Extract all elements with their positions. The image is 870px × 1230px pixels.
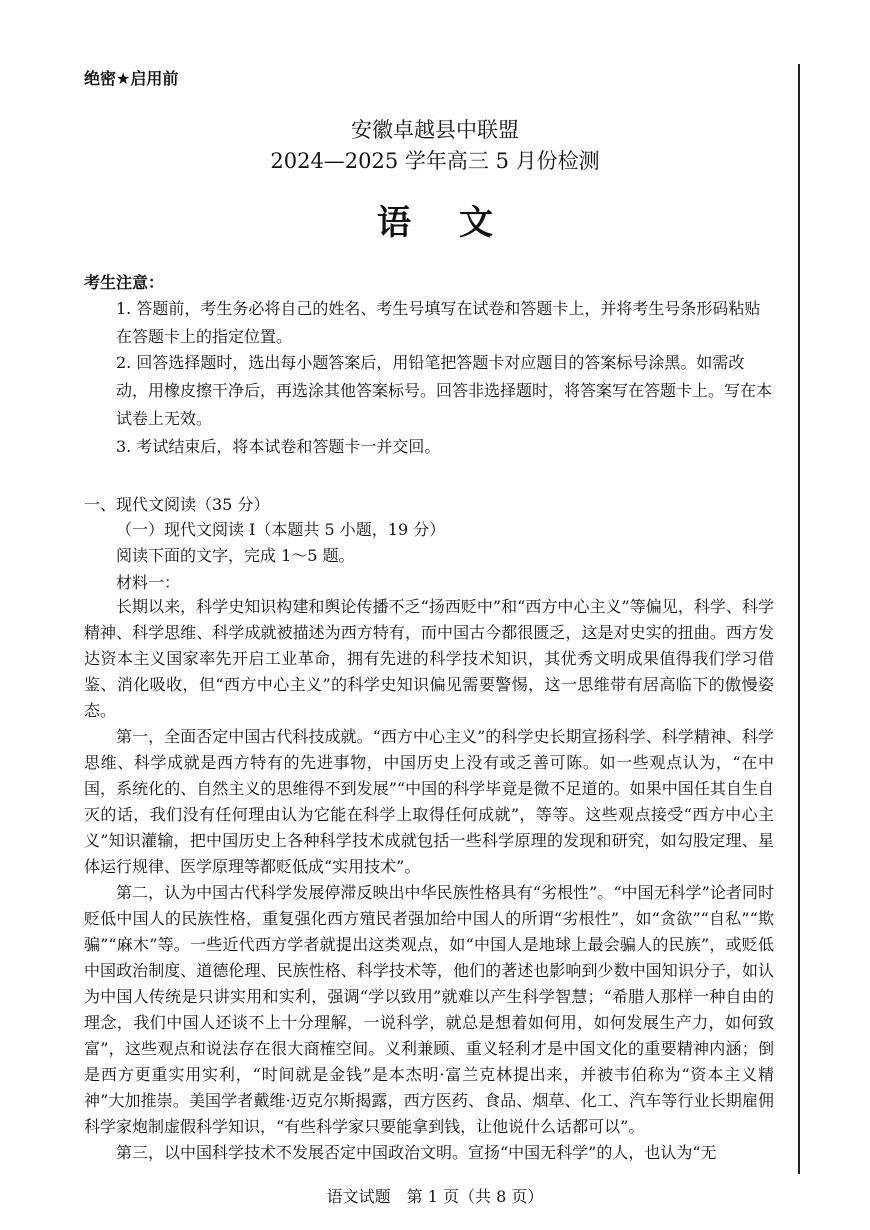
- page-footer: 语文试题 第 1 页（共 8 页）: [326, 1187, 544, 1206]
- notice-title: 考生注意：: [84, 273, 165, 292]
- subject-title: 语文: [377, 203, 541, 243]
- notice-item-1: 1. 答题前，考生务必将自己的姓名、考生号填写在试卷和答题卡上，并将考生号条形码粘贴在答题卡上的指定位置。: [116, 299, 761, 346]
- paragraph: 第一，全面否定中国古代科技成就。“西方中心主义”的科学史长期宣扬科学、科学精神、科学思维、科学成就是西方特有的先进事物，中国历史上没有或乏善可陈。如一些观点认为，“在中国，系统化的、自然主义的思维得不到发展”“中国的科学毕竟是微不足道的。如果中国任其自生自灭的话，我们没有任何理由认为它能在科学上取得任何成就”，等等。这些观点接受“西方中心主义”知识灌输，把中国历史上各种科学技术成就包括一些科学原理的发现和研究，如勾股定理、星体运行规律、医学原理等都贬低成“实用技术”。: [84, 727, 774, 876]
- reading-instruction: 阅读下面的文字，完成 1～5 题。: [116, 546, 355, 565]
- material-label: 材料一：: [116, 573, 181, 592]
- sub-section-heading: （一）现代文阅读 I（本题共 5 小题，19 分）: [116, 520, 446, 539]
- secret-label: 绝密★启用前: [84, 69, 179, 88]
- notice-item-2: 2. 回答选择题时，选出每小题答案后，用铅笔把答题卡对应题目的答案标号涂黑。如需改动，用橡皮擦干净后，再选涂其他答案标号。回答非选择题时，将答案写在答题卡上。写在本试卷上无效。: [116, 353, 773, 428]
- paragraph: 第二，认为中国古代科学发展停滞反映出中华民族性格具有“劣根性”。“中国无科学”论者同时贬低中国人的民族性格，重复强化西方殖民者强加给中国人的所谓“劣根性”，如“贪欲”“自私”“欺骗”“麻木”等。一些近代西方学者就提出这类观点，如“中国人是地球上最会骗人的民族”，或贬低中国政治制度、道德伦理、民族性格、科学技术等，他们的著述也影响到少数中国知识分子，如认为中国人传统是只讲实用和实利，强调“学以致用”就难以产生科学智慧；“希腊人那样一种自由的理念，我们中国人还谈不上十分理解，一说科学，就总是想着如何用，如何发展生产力，如何致富”，这些观点和说法存在很大商榷空间。义利兼顾、重义轻利才是中国文化的重要精神内涵；倒是西方更重实用实利，“时间就是金钱”是本杰明·富兰克林提出来，并被韦伯称为“资本主义精神”大加推崇。美国学者戴维·迈克尔斯揭露，西方医药、食品、烟草、化工、汽车等行业长期雇佣科学家炮制虚假科学知识，“有些科学家只要能拿到钱，让他说什么话都可以”。: [84, 883, 774, 1136]
- paragraph: 第三，以中国科学技术不发展否定中国政治文明。宣扬“中国无科学”的人，也认为“无: [116, 1143, 717, 1162]
- exam-title: 2024—2025 学年高三 5 月份检测: [270, 149, 600, 173]
- paragraph: 长期以来，科学史知识构建和舆论传播不乏“扬西贬中”和“西方中心主义”等偏见，科学、科学精神、科学思维、科学成就被描述为西方特有，而中国古今都很匮乏，这是对史实的扭曲。西方发达资本主义国家率先开启工业革命，拥有先进的科学技术知识，其优秀文明成果值得我们学习借鉴、消化吸收，但“西方中心主义”的科学史知识偏见需要警惕，这一思维带有居高临下的傲慢姿态。: [84, 597, 774, 720]
- passage: [84, 594, 774, 1166]
- section-heading: 一、现代文阅读（35 分）: [84, 495, 270, 514]
- org-title: 安徽卓越县中联盟: [351, 118, 519, 142]
- notice-item-3: 3. 考试结束后，将本试卷和答题卡一并交回。: [116, 437, 441, 456]
